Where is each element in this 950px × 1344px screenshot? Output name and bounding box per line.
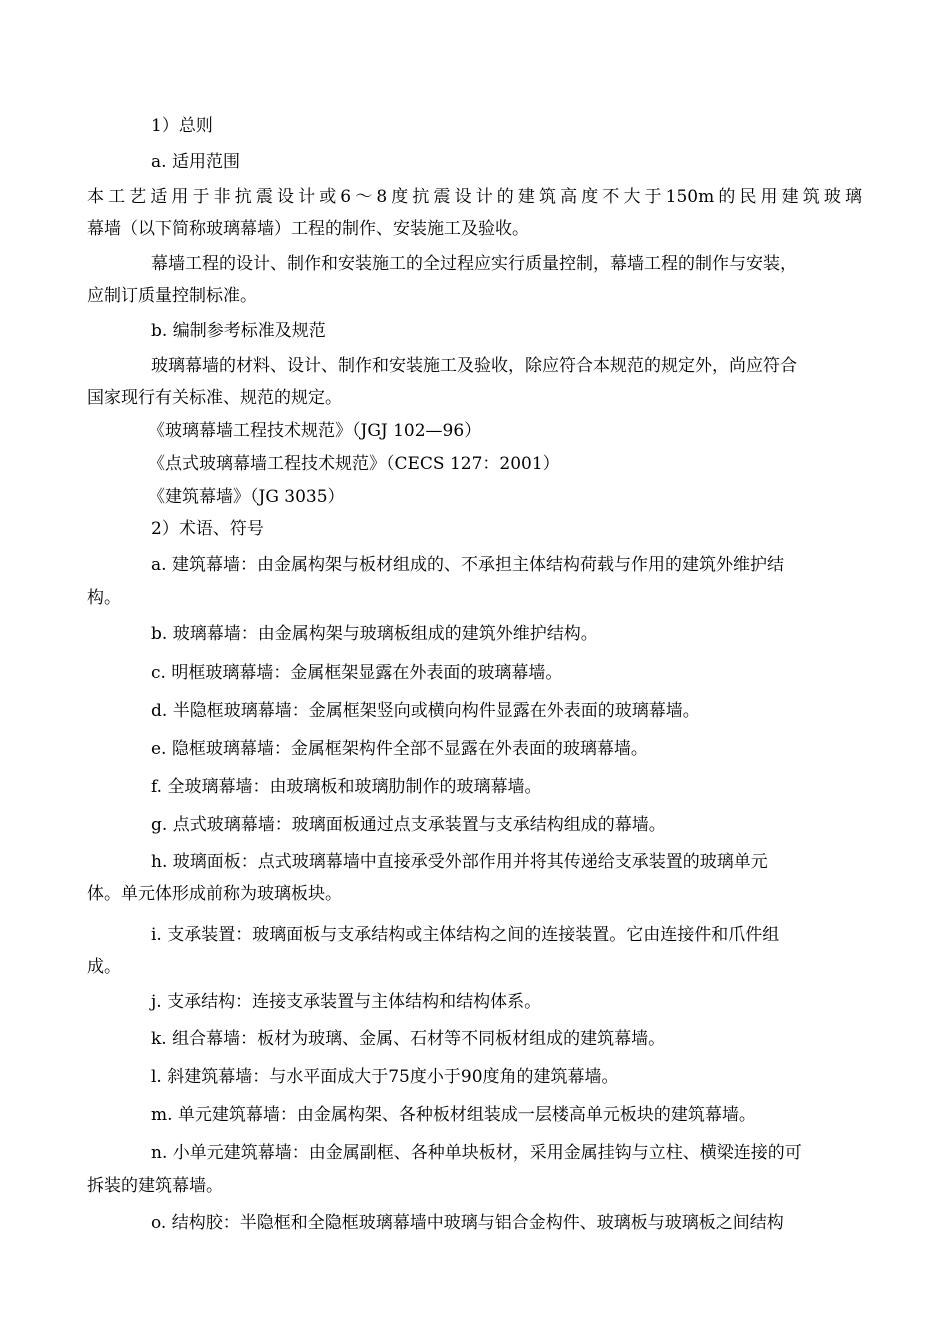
term-definition: g. 点式玻璃幕墙：玻璃面板通过点支承装置与支承结构组成的幕墙。: [151, 815, 666, 835]
term-definition: o. 结构胶：半隐框和全隐框玻璃幕墙中玻璃与铝合金构件、玻璃板与玻璃板之间结构: [151, 1213, 784, 1233]
term-definition: i. 支承装置：玻璃面板与支承结构或主体结构之间的连接装置。它由连接件和爪件组: [151, 925, 780, 945]
term-definition-continuation: 拆装的建筑幕墙。: [87, 1176, 223, 1196]
reference-item: 《建筑幕墙》（JG 3035）: [148, 487, 345, 507]
subheading-standards: b. 编制参考标准及规范: [151, 321, 326, 341]
section-heading-terms: 2）术语、符号: [151, 519, 264, 539]
term-definition: j. 支承结构：连接支承装置与主体结构和结构体系。: [151, 992, 542, 1012]
paragraph-line: 国家现行有关标准、规范的规定。: [87, 388, 342, 408]
term-definition-continuation: 构。: [87, 588, 121, 608]
term-definition: h. 玻璃面板：点式玻璃幕墙中直接承受外部作用并将其传递给支承装置的玻璃单元: [151, 852, 768, 872]
term-definition: n. 小单元建筑幕墙：由金属副框、各种单块板材，采用金属挂钩与立柱、横梁连接的可: [151, 1143, 802, 1163]
paragraph-line: 玻璃幕墙的材料、设计、制作和安装施工及验收，除应符合本规范的规定外，尚应符合: [151, 356, 797, 376]
term-definition: b. 玻璃幕墙：由金属构架与玻璃板组成的建筑外维护结构。: [151, 624, 598, 644]
term-definition-continuation: 体。单元体形成前称为玻璃板块。: [87, 884, 342, 904]
term-definition: f. 全玻璃幕墙：由玻璃板和玻璃肋制作的玻璃幕墙。: [151, 777, 542, 797]
term-definition: l. 斜建筑幕墙：与水平面成大于75度小于90度角的建筑幕墙。: [151, 1067, 619, 1087]
term-definition-continuation: 成。: [87, 957, 121, 977]
paragraph-line: 幕墙工程的设计、制作和安装施工的全过程应实行质量控制，幕墙工程的制作与安装，: [151, 254, 797, 274]
reference-item: 《玻璃幕墙工程技术规范》（JGJ 102—96）: [148, 421, 482, 441]
term-definition: a. 建筑幕墙：由金属构架与板材组成的、不承担主体结构荷载与作用的建筑外维护结: [151, 555, 784, 575]
term-definition: d. 半隐框玻璃幕墙：金属框架竖向或横向构件显露在外表面的玻璃幕墙。: [151, 701, 700, 721]
subheading-scope: a. 适用范围: [151, 152, 240, 172]
paragraph-line: 本工艺适用于非抗震设计或6～8度抗震设计的建筑高度不大于150m的民用建筑玻璃: [87, 187, 862, 207]
section-heading-general: 1）总则: [151, 116, 213, 136]
term-definition: k. 组合幕墙：板材为玻璃、金属、石材等不同板材组成的建筑幕墙。: [151, 1029, 666, 1049]
term-definition: c. 明框玻璃幕墙：金属框架显露在外表面的玻璃幕墙。: [151, 663, 563, 683]
term-definition: m. 单元建筑幕墙：由金属构架、各种板材组装成一层楼高单元板块的建筑幕墙。: [151, 1105, 756, 1125]
paragraph-line: 应制订质量控制标准。: [87, 286, 257, 306]
term-definition: e. 隐框玻璃幕墙：金属框架构件全部不显露在外表面的玻璃幕墙。: [151, 739, 648, 759]
reference-item: 《点式玻璃幕墙工程技术规范》（CECS 127：2001）: [148, 454, 560, 474]
paragraph-line: 幕墙（以下简称玻璃幕墙）工程的制作、安装施工及验收。: [87, 219, 529, 239]
